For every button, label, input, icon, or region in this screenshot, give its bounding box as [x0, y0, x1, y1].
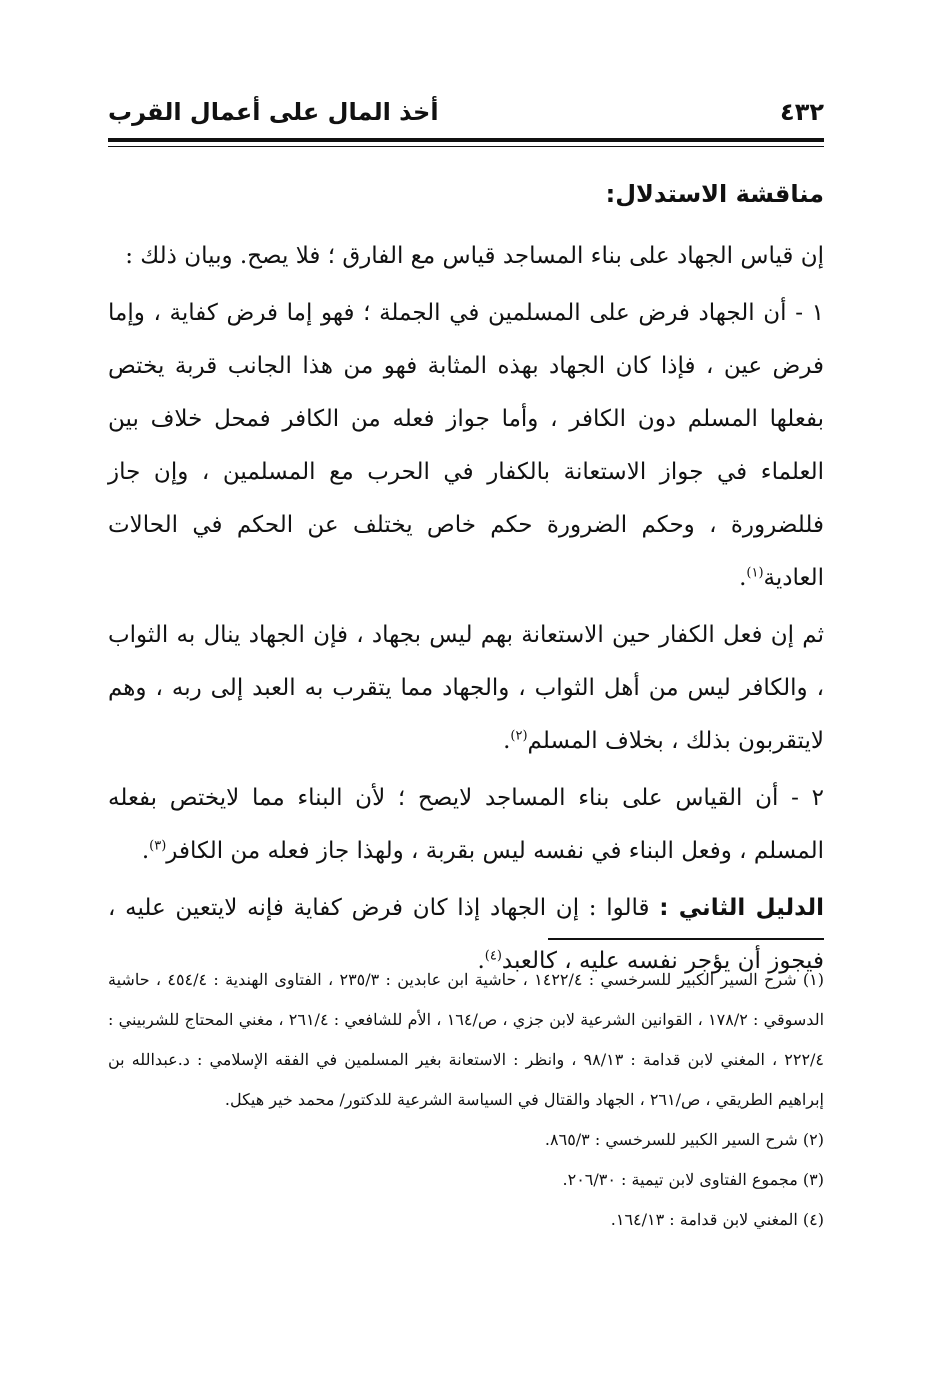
footnotes — [108, 960, 824, 1240]
paragraph-text: ١ - أن الجهاد فرض على المسلمين في الجملة ؛ فهو إما فرض كفاية ، وإما فرض عين ، فإذا كان الجهاد بهذه المثابة فهو من هذا الجانب قربة يختص بفعلها المسلم دون الكافر ، وأما جواز فعله من الكافر فمحل خلاف بين العلماء في جواز الاستعانة بالكفار في الحرب مع المسلمين ، وإن جاز فللضرورة ، وحكم الضرورة حكم خاص يختلف عن الحكم في الحالات العادية — [108, 300, 824, 591]
footnote-1 — [108, 960, 824, 1120]
footnote-marker: (١) — [746, 565, 764, 581]
footnote-text: المغني لابن قدامة : ١٦٤/١٣. — [610, 1210, 798, 1229]
paragraph-text: ٢ - أن القياس على بناء المساجد لايصح ؛ لأن البناء مما لايختص بفعله المسلم ، وفعل البناء في نفسه ليس بقربة ، ولهذا جاز فعله من الكافر — [108, 785, 824, 864]
footnote-number: (٣) — [802, 1170, 824, 1189]
footnote-number: (١) — [802, 970, 824, 989]
paragraph-lead: الدليل الثاني : — [659, 895, 824, 921]
paragraph-text: إن قياس الجهاد على بناء المساجد قياس مع الفارق ؛ فلا يصح. وبيان ذلك : — [125, 243, 824, 269]
main-text — [108, 172, 824, 992]
footnote-4 — [108, 1200, 824, 1240]
footnote-2 — [108, 1120, 824, 1160]
footnote-marker: (٤) — [484, 948, 502, 964]
footnote-3 — [108, 1160, 824, 1200]
paragraph-end: . — [477, 948, 485, 974]
paragraph-end: . — [141, 838, 150, 864]
footnote-number: (٤) — [802, 1210, 824, 1229]
paragraph-1 — [108, 230, 824, 283]
page-header — [108, 96, 824, 136]
footnote-text: مجموع الفتاوى لابن تيمية : ٢٠٦/٣٠. — [562, 1170, 798, 1189]
footnote-text: شرح السير الكبير للسرخسي : ١٤٢٢/٤ ، حاشية ابن عابدين : ٢٣٥/٣ ، الفتاوى الهندية : ٤٥٤/٤ ، حاشية الدسوقي : ١٧٨/٢ ، القوانين الشرعية لابن جزي ، ص/١٦٤ ، الأم للشافعي : ٢٦١/٤ ، مغني المحتاج للشربيني : ٢٢٢/٤ ، المغني لابن قدامة : ٩٨/١٣ ، وانظر : الاستعانة بغير المسلمين في الفقه الإسلامي : د.عبدالله بن إبراهيم الطريقي ، ص/٢٦١ ، الجهاد والقتال في السياسة الشرعية للدكتور/ محمد خير هيكل. — [108, 970, 825, 1109]
paragraph-end: . — [739, 565, 747, 591]
footnote-marker: (٣) — [149, 838, 167, 854]
header-rule-thin — [108, 146, 824, 147]
section-heading: مناقشة الاستدلال: — [605, 180, 824, 208]
footnote-marker: (٢) — [510, 728, 528, 744]
footnote-number: (٢) — [802, 1130, 824, 1149]
footnote-separator — [548, 938, 824, 940]
paragraph-text: قالوا : إن الجهاد إذا كان فرض كفاية فإنه لايتعين عليه ، فيجوز أن يؤجر نفسه عليه ، كالعبد — [108, 895, 824, 974]
paragraph-4 — [108, 772, 824, 878]
paragraph-3 — [108, 609, 824, 768]
paragraph-end: . — [503, 728, 511, 754]
header-rule-thick — [108, 138, 824, 142]
paragraph-text: ثم إن فعل الكفار حين الاستعانة بهم ليس بجهاد ، فإن الجهاد ينال به الثواب ، والكافر ليس من أهل الثواب ، والجهاد مما يتقرب به العبد إلى ربه ، وهم لايتقربون بذلك ، بخلاف المسلم — [108, 622, 824, 754]
running-title: أخذ المال على أعمال القرب — [108, 98, 439, 126]
paragraph-2 — [108, 287, 824, 605]
footnote-text: شرح السير الكبير للسرخسي : ٨٦٥/٣. — [544, 1130, 798, 1149]
page-number: ٤٣٢ — [780, 98, 824, 126]
